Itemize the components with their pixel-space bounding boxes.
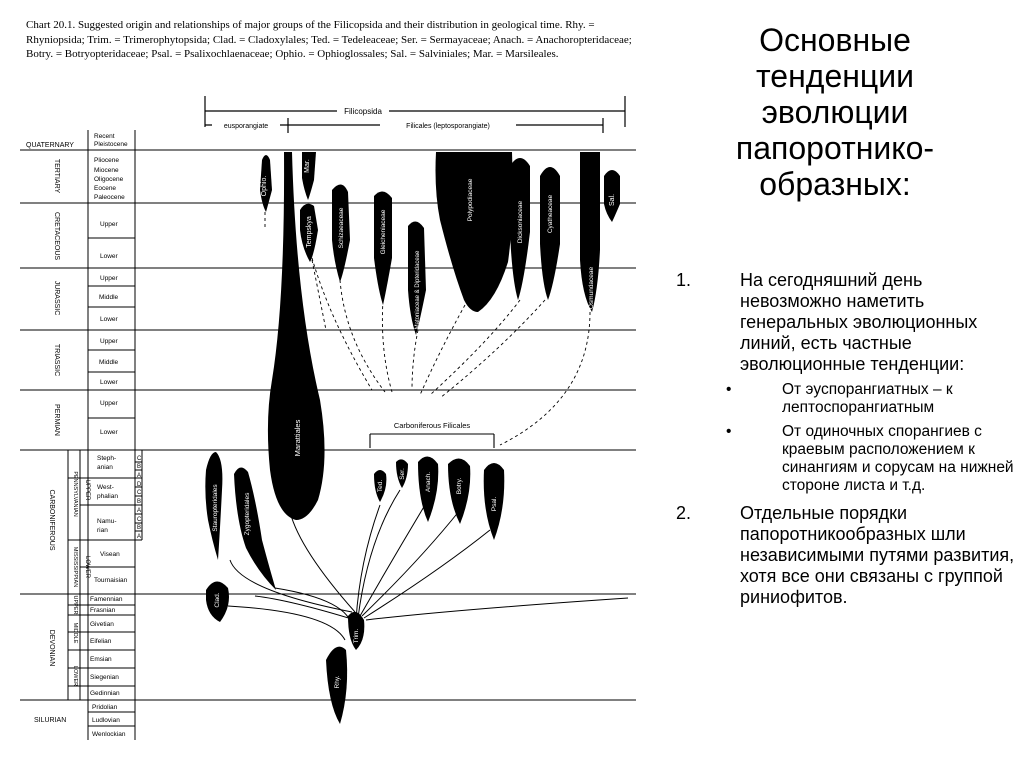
era-triassic: TRIASSIC xyxy=(53,343,60,377)
zone-label: A xyxy=(137,508,142,514)
epoch-label: Givetian xyxy=(90,621,114,628)
epoch-label: Gedinnian xyxy=(90,690,120,697)
epoch-label: Pliocene xyxy=(94,157,119,164)
taxon-label-sal: Sal. xyxy=(609,193,616,207)
epoch-label: Tournaisian xyxy=(94,577,128,584)
epoch-label: Upper xyxy=(100,400,118,407)
epoch-label: Paleocene xyxy=(94,194,125,201)
eusporangiate-label: eusporangiate xyxy=(223,123,269,130)
epoch-label: Lower xyxy=(100,429,118,436)
era-jurassic: JURASSIC xyxy=(53,280,60,316)
epoch-label: Siegenian xyxy=(90,674,119,681)
taxon-label-zygopteridales: Zygopteridales xyxy=(244,492,251,536)
epoch-label: Eocene xyxy=(94,185,117,192)
polypodiaceae-shape xyxy=(436,152,513,312)
zone-label: B xyxy=(137,499,142,505)
taxon-label-trim: Trim. xyxy=(353,628,360,644)
epoch-label: Namu- xyxy=(97,518,117,525)
subperiod-middle-dev: MIDDLE xyxy=(72,622,78,644)
taxa-shapes xyxy=(205,152,620,724)
zone-label: C xyxy=(137,490,142,496)
subperiod-pennsylvanian: PENNSYLVANIAN xyxy=(72,471,78,517)
sub-item-text: От одиночных спорангиев с краевым расположением к синангиям и сорусам на нижней стороне листа и т.д. xyxy=(782,423,1014,494)
epoch-label: anian xyxy=(97,464,113,471)
taxon-label-botry: Botry. xyxy=(456,477,463,495)
subperiod-lower-carb: LOWER xyxy=(84,555,90,579)
zone-label: C xyxy=(137,517,142,523)
epoch-label: phalian xyxy=(97,493,118,500)
era-tertiary: TERTIARY xyxy=(53,158,60,194)
epoch-label: Visean xyxy=(100,551,120,558)
epoch-label: Steph- xyxy=(97,455,117,462)
epoch-label: Middle xyxy=(99,359,119,366)
item-text: Отдельные порядки папоротникообразных шли независимыми путями развития, хотя все они связаны с группой риниофитов. xyxy=(740,503,1015,607)
sub-list-item xyxy=(726,381,1016,417)
item-number: 2. xyxy=(676,503,692,523)
trend-list xyxy=(676,270,1016,616)
chart-caption: Chart 20.1. Suggested origin and relationships of major groups of the Filicopsida and their distribution in geological time. Rhy. = Rhyniopsida; Trim. = Trimerophytopsida; Clad. = Cladoxylales; Ted. = Tedeleaceae; Ser. = Sermayaceae; Anach. = Anachoropteridaceae; Botry. = Botryopteridaceae; Psal. = Psalixochlaenaceae; Ophio. = Ophioglossales; Sal. = Salviniales; Mar. = Marsileales. xyxy=(26,19,632,60)
item-text: На сегодняшний день невозможно наметить генеральных эволюционных линий, есть частные эволюционные тенденции: xyxy=(740,270,978,374)
zygopteridales-shape xyxy=(234,467,276,590)
taxon-label-anach: Anach. xyxy=(425,471,432,493)
taxon-label-matoniaceae: Matoniaceae & Dipteridaceae xyxy=(415,250,421,330)
epoch-label: Miocene xyxy=(94,167,119,174)
era-carboniferous: CARBONIFEROUS xyxy=(48,489,55,551)
epoch-label: Lower xyxy=(100,253,118,260)
filicopsida-label: Filicopsida xyxy=(344,107,382,116)
subperiod-upper-carb: UPPER xyxy=(84,479,90,501)
epoch-label: West- xyxy=(97,484,114,491)
epoch-label: rian xyxy=(97,527,108,534)
carboniferous-bracket xyxy=(370,434,494,448)
zone-label: A xyxy=(137,473,142,479)
sub-list-item xyxy=(726,423,1016,495)
epoch-label: Lower xyxy=(100,379,118,386)
epoch-label: Pridolian xyxy=(92,704,118,711)
taxon-label-psal: Psal. xyxy=(491,496,498,512)
taxon-label-stauropteridales: Stauropteridales xyxy=(212,484,219,532)
era-quaternary: QUATERNARY xyxy=(26,142,74,149)
epoch-label: Wenlockian xyxy=(92,731,126,738)
epoch-label: Upper xyxy=(100,221,118,228)
subperiod-mississippian: MISSISSIPPIAN xyxy=(72,546,78,588)
sub-item-text: От эуспорангиатных – к лептоспорангиатным xyxy=(782,381,953,416)
epoch-label: Middle xyxy=(99,294,119,301)
sub-list xyxy=(726,381,1016,495)
taxon-label-mar: Mar. xyxy=(304,159,311,173)
epoch-label: Ludlovian xyxy=(92,717,120,724)
epoch-label: Emsian xyxy=(90,656,112,663)
zone-label: B xyxy=(137,525,142,531)
epoch-label: Recent xyxy=(94,133,115,140)
era-cretaceous: CRETACEOUS xyxy=(53,211,60,261)
zone-label: A xyxy=(137,534,142,540)
era-permian: PERMIAN xyxy=(53,404,60,436)
marattiales-shape xyxy=(268,152,325,520)
epoch-label: Famennian xyxy=(90,596,123,603)
taxon-label-marattiales: Marattiales xyxy=(293,419,302,457)
era-devonian: DEVONIAN xyxy=(48,629,55,667)
item-number: 1. xyxy=(676,270,692,290)
zone-label: D xyxy=(137,482,142,488)
carboniferous-filicales-label: Carboniferous Filicales xyxy=(393,421,471,430)
zone-label: C xyxy=(137,456,142,462)
taxon-label-ser: Ser. xyxy=(399,468,406,480)
slide-title: Основные тенденции эволюции папоротнико-образных: xyxy=(735,22,935,202)
epoch-label: Lower xyxy=(100,316,118,323)
zone-label: B xyxy=(137,464,142,470)
filicales-label: Filicales (leptosporangiate) xyxy=(406,123,490,130)
epoch-label: Oligocene xyxy=(94,176,124,183)
taxon-label-polypodiaceae: Polypodiaceae xyxy=(467,178,474,222)
taxon-label-schizaeaceae: Schizaeaceae xyxy=(338,207,345,249)
taxon-label-ophio: Ophio. xyxy=(261,175,268,197)
epoch-label: Upper xyxy=(100,275,118,282)
subperiod-upper-dev: UPPER xyxy=(72,595,78,615)
taxon-label-osmundaceae: Osmundaceae xyxy=(588,266,595,310)
era-silurian: SILURIAN xyxy=(34,717,67,724)
taxon-label-gleicheniaceae: Gleicheniaceae xyxy=(380,209,387,255)
taxon-label-rhy: Rhy. xyxy=(334,675,341,689)
bullet-icon: • xyxy=(726,381,732,398)
list-item xyxy=(676,270,1016,495)
taxon-label-ted: Ted. xyxy=(377,479,384,493)
list-item xyxy=(676,503,1016,608)
bullet-icon: • xyxy=(726,423,732,440)
taxon-label-clad: Clad. xyxy=(214,592,221,608)
epoch-label: Upper xyxy=(100,338,118,345)
taxon-label-dicksoniaceae: Dicksoniaceae xyxy=(517,200,524,244)
taxon-label-tempskya: Tempskya xyxy=(306,216,313,248)
subperiod-lower-dev: LOWER xyxy=(72,665,78,687)
taxon-label-cyatheaceae: Cyatheaceae xyxy=(547,194,554,234)
epoch-label: Eifelian xyxy=(90,638,112,645)
epoch-label: Pleistocene xyxy=(94,141,128,148)
epoch-label: Frasnian xyxy=(90,607,116,614)
